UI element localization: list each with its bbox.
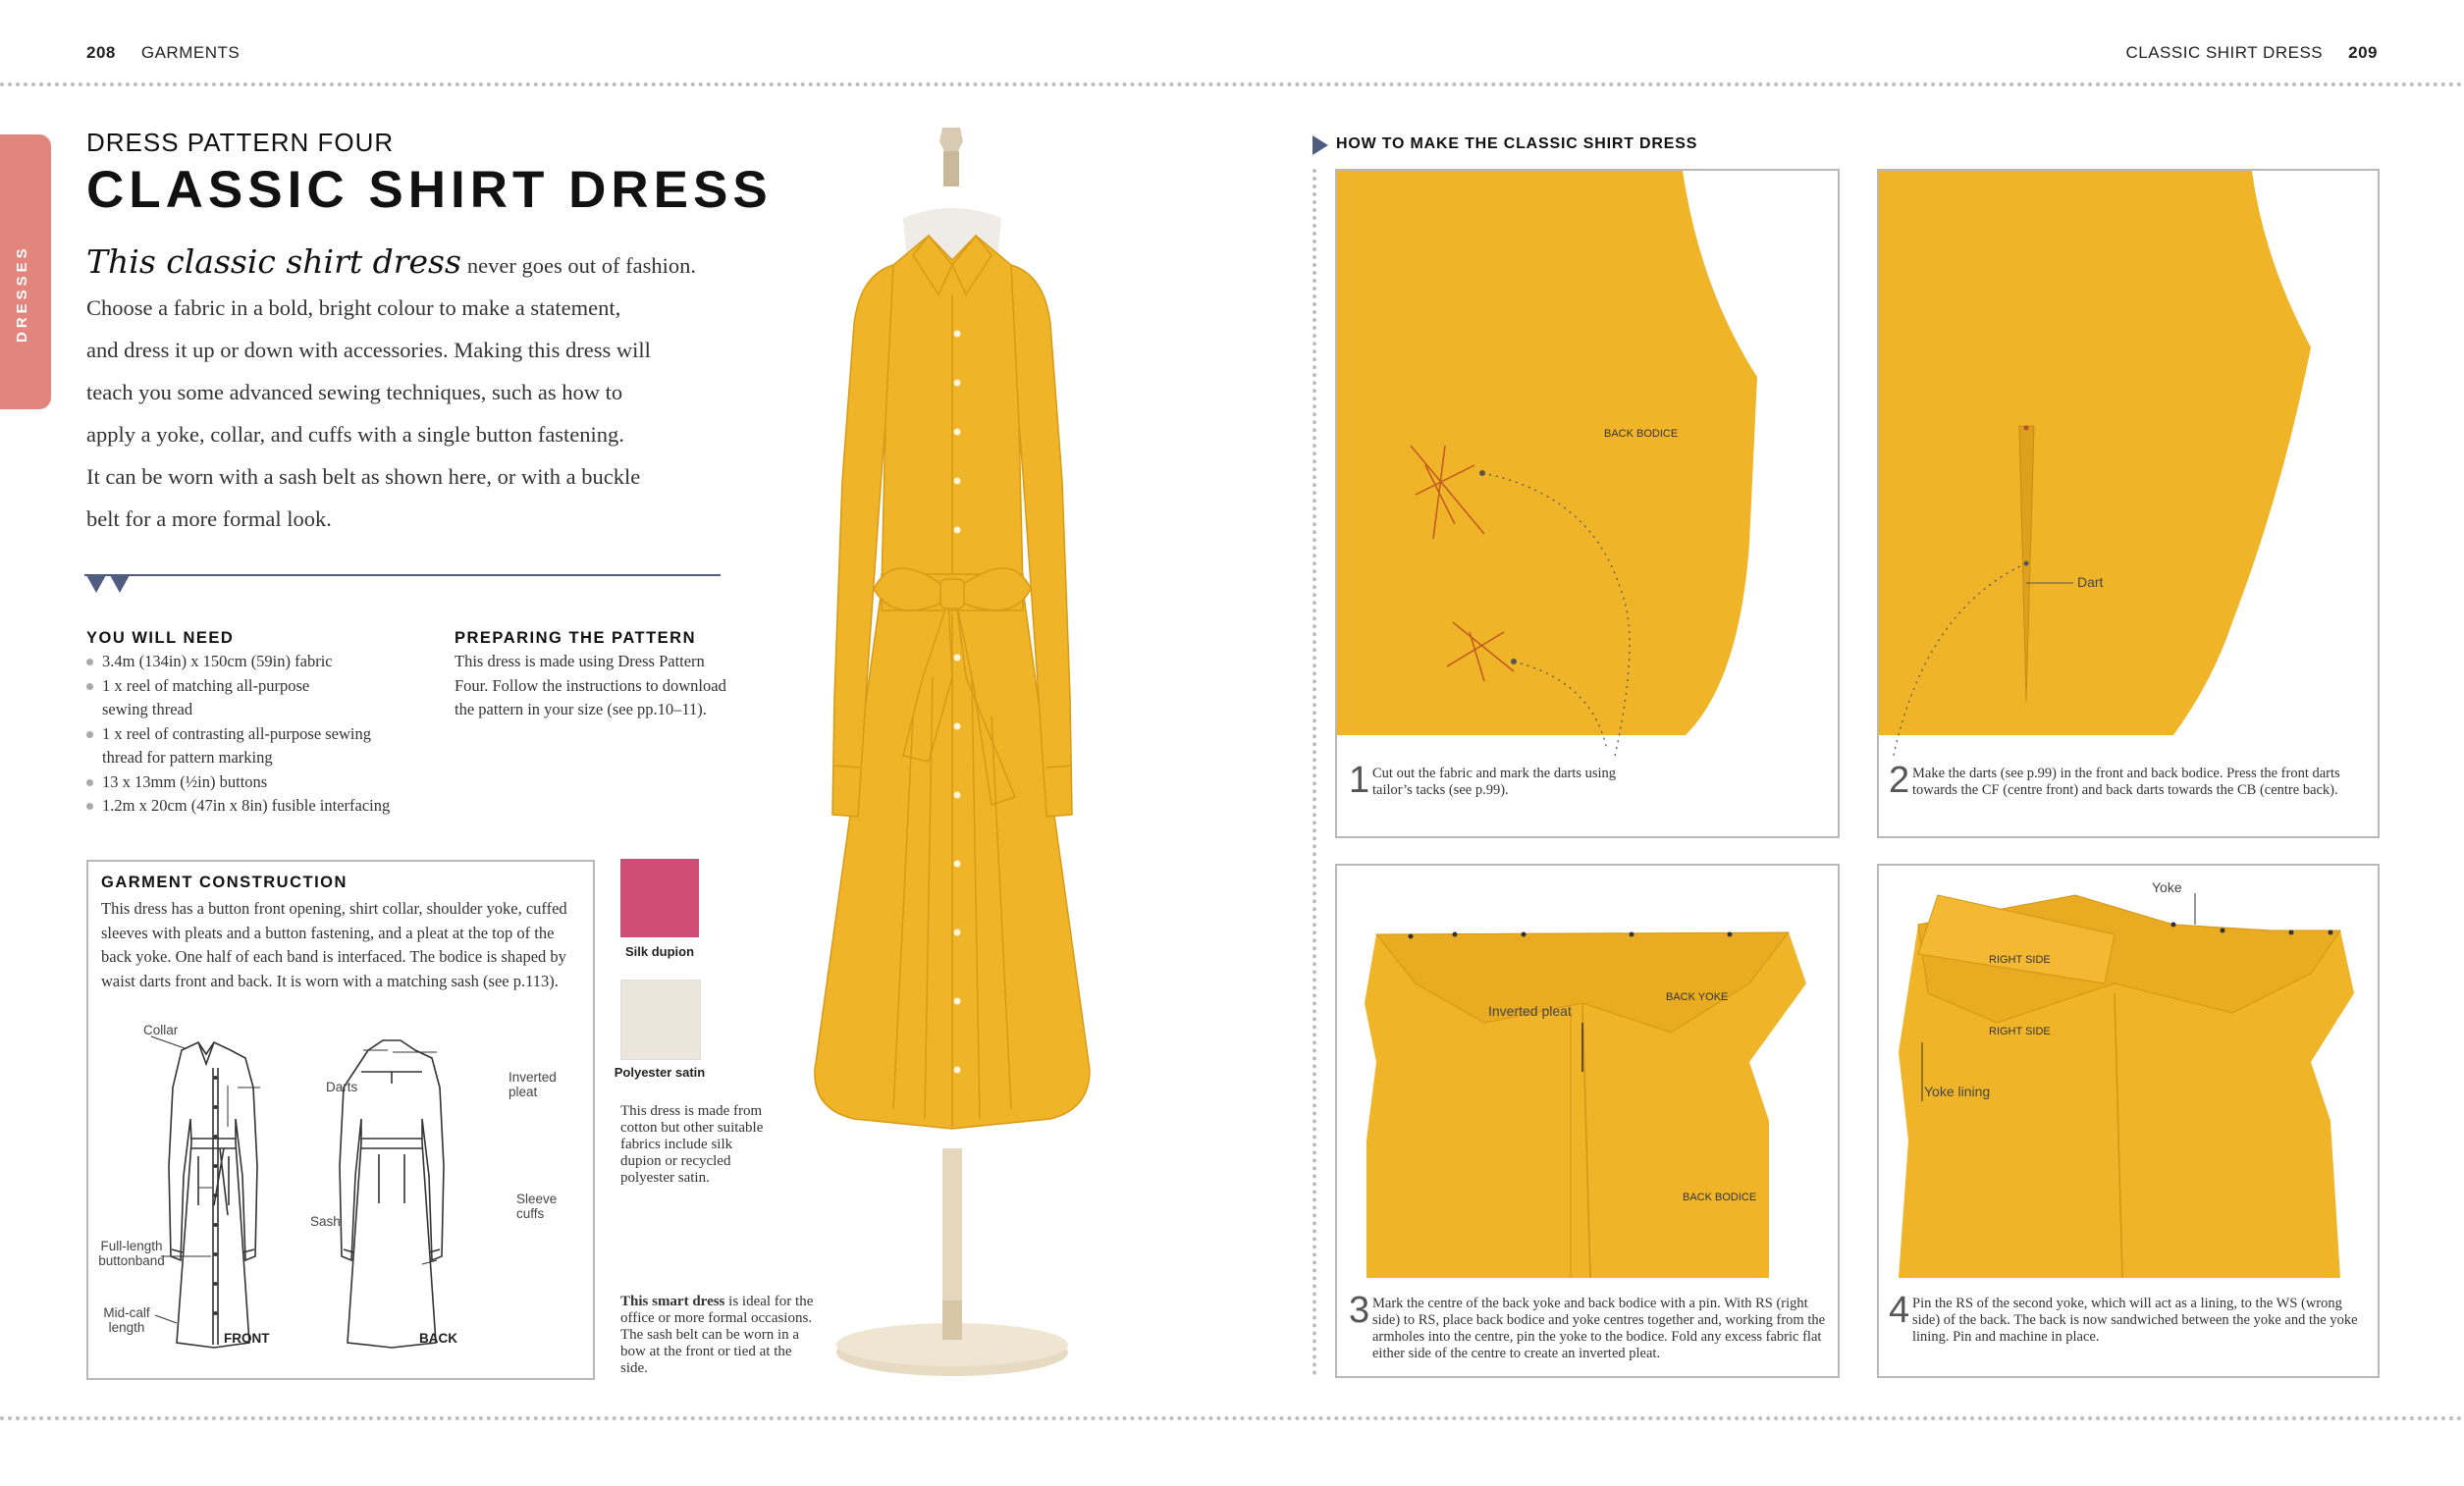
label-inverted-pleat: Inverted pleat (1488, 1003, 1572, 1019)
pattern-kicker: DRESS PATTERN FOUR (86, 128, 395, 157)
label-right-side: RIGHT SIDE (1989, 1026, 2051, 1037)
intro-line: It can be worn with a sash belt as shown here, or with a buckle (86, 464, 641, 489)
label-darts: Darts (326, 1080, 358, 1094)
label-back-yoke: BACK YOKE (1666, 991, 1729, 1003)
swatch-note: This dress is made from cotton but other suitable fabrics include silk dupion or recycled polyester satin. (620, 1103, 764, 1186)
intro-script: This classic shirt dress (86, 242, 461, 281)
label-buttonband: Full-length buttonband (98, 1239, 165, 1268)
divider-triangle-icon (110, 575, 130, 593)
top-dotted-rule (0, 82, 2464, 86)
step-number: 2 (1889, 760, 1910, 801)
label-dart: Dart (2077, 574, 2104, 590)
right-page-number: 209 (2348, 43, 2378, 62)
swatch-silk-dupion (620, 859, 699, 937)
step-caption: Cut out the fabric and mark the darts using tailor’s tacks (see p.99). (1372, 766, 1617, 798)
right-section-name: CLASSIC SHIRT DRESS (2125, 43, 2324, 62)
dress-on-mannequin-image (756, 128, 1149, 1384)
you-will-need (86, 629, 430, 819)
label-cuffs: Sleeve cuffs (516, 1192, 558, 1221)
section-tab (0, 134, 51, 409)
page-title: CLASSIC SHIRT DRESS (86, 161, 773, 219)
right-running-head (2125, 43, 2378, 63)
preparing-pattern (455, 629, 739, 722)
intro-line: Choose a fabric in a bold, bright colour to make a statement, (86, 295, 621, 320)
swatch-polyester-satin (620, 980, 701, 1060)
label-pleat: Inverted pleat (509, 1070, 557, 1099)
step-number: 4 (1889, 1290, 1910, 1331)
construction-text: This dress has a button front opening, shirt collar, shoulder yoke, cuffed sleeves with pleats and a button fastening, and a pleat at the top of the back yoke. One half of each band is interfaced. The bodice is shaped by waist darts front and back. It is worn with a matching sash (see p.113). (101, 899, 567, 990)
how-to-heading: HOW TO MAKE THE CLASSIC SHIRT DRESS (1336, 135, 1698, 152)
swatch-label: Silk dupion (624, 944, 695, 959)
intro-line: apply a yoke, collar, and cuffs with a single button fastening. (86, 422, 624, 447)
bottom-dotted-rule (0, 1416, 2464, 1420)
label-sash: Sash (310, 1214, 341, 1229)
step-3-panel (1335, 864, 1840, 1378)
yoke-pinning-photo (1337, 866, 1838, 1298)
label-yoke: Yoke (2152, 879, 2182, 895)
label-collar: Collar (143, 1023, 179, 1037)
photo-caption-text: is ideal for the office or more formal occasions. The sash belt can be worn in a bow at the front or tied at the side. (620, 1294, 814, 1376)
divider-triangle-icon (86, 575, 106, 593)
garment-construction-box (86, 860, 595, 1380)
vertical-dotted-rule (1312, 169, 1316, 1376)
swatch-label: Polyester satin (614, 1065, 706, 1080)
preparing-heading: PREPARING THE PATTERN (455, 629, 697, 647)
section-divider (84, 571, 723, 597)
intro-line: never goes out of fashion. (466, 253, 696, 278)
left-page-number: 208 (86, 43, 116, 62)
photo-caption-bold: This smart dress (620, 1294, 725, 1309)
front-bodice-photo (1879, 171, 2378, 760)
step-number: 3 (1349, 1290, 1370, 1331)
preparing-text: This dress is made using Dress Pattern Four. Follow the instructions to download the pattern in your size (see pp.10–11). (455, 652, 726, 718)
label-back: BACK (419, 1331, 457, 1346)
step-number: 1 (1349, 760, 1370, 801)
label-back-bodice: BACK BODICE (1604, 428, 1679, 440)
materials-list (86, 650, 430, 819)
label-right-side: RIGHT SIDE (1989, 954, 2051, 966)
label-yoke-lining: Yoke lining (1924, 1084, 1991, 1099)
list-item: 1 x reel of contrasting all-purpose sewing thread for pattern marking (86, 722, 387, 770)
step-caption: Pin the RS of the second yoke, which will act as a lining, to the WS (wrong side) of the back. The back is now sandwiched between the yoke and the yoke lining. Pin and machine in place. (1912, 1296, 2358, 1345)
intro-line: belt for a more formal look. (86, 506, 332, 531)
step-2-panel (1877, 169, 2380, 838)
you-will-need-heading: YOU WILL NEED (86, 629, 235, 647)
intro-line: and dress it up or down with accessories. Making this dress will (86, 338, 651, 362)
list-item: 3.4m (134in) x 150cm (59in) fabric (86, 650, 430, 674)
step-caption: Mark the centre of the back yoke and back bodice with a pin. With RS (right side) to RS, place back bodice and yoke centres together and, working from the armholes into the centre, pin the yoke to the bodice. Fold any excess fabric flat either side of the centre to create an inverted pleat. (1372, 1296, 1826, 1361)
list-item: 1 x reel of matching all-purpose sewing thread (86, 674, 357, 722)
back-bodice-photo (1337, 171, 1838, 760)
step-1-panel (1335, 169, 1840, 838)
section-tab-label: DRESSES (14, 244, 30, 343)
label-length: Mid-calf length (103, 1305, 150, 1335)
list-item: 1.2m x 20cm (47in x 8in) fusible interfacing (86, 794, 430, 819)
list-item: 13 x 13mm (½in) buttons (86, 770, 430, 795)
left-running-head (86, 43, 240, 63)
intro-line: teach you some advanced sewing techniques, such as how to (86, 380, 623, 404)
label-front: FRONT (224, 1331, 270, 1346)
intro-text (86, 240, 734, 540)
heading-arrow-icon (1312, 135, 1328, 155)
yoke-lining-photo (1879, 866, 2378, 1298)
left-section-name: GARMENTS (140, 43, 241, 62)
step-caption: Make the darts (see p.99) in the front and back bodice. Press the front darts towards the CF (centre front) and back darts towards the CB (centre back). (1912, 766, 2340, 798)
label-back-bodice: BACK BODICE (1683, 1192, 1757, 1203)
step-4-panel (1877, 864, 2380, 1378)
construction-heading: GARMENT CONSTRUCTION (101, 874, 348, 891)
